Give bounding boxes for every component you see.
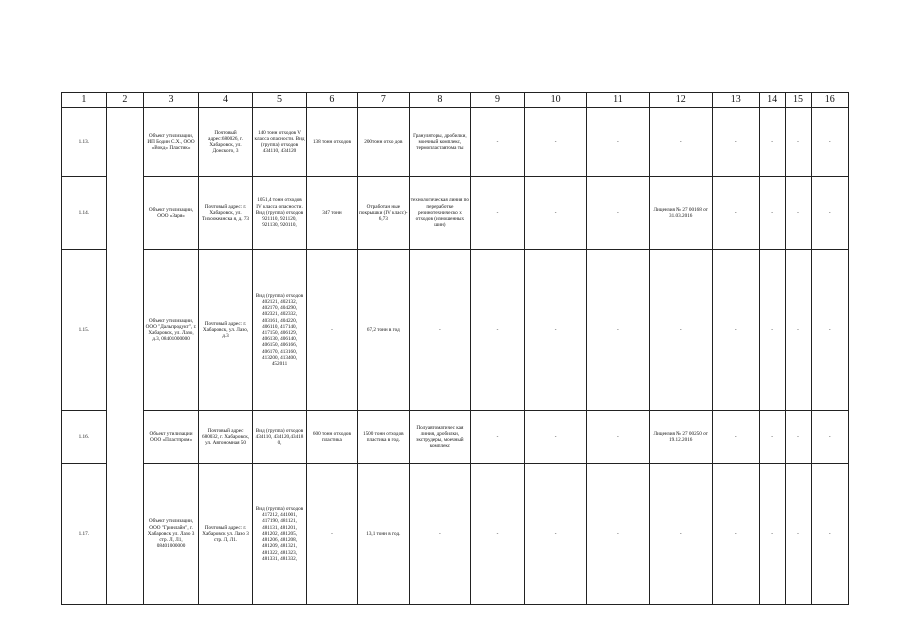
- table-cell: -: [587, 250, 649, 411]
- capacity-cell: Отработан ные покрышки (IV класс)- 6,73: [357, 177, 409, 250]
- volume-cell: -: [307, 464, 358, 605]
- volume-cell: 600 тонн отходов пластика: [307, 411, 358, 464]
- header-cell: 11: [587, 93, 649, 108]
- address-cell: Почтовый адрес:680026, г. Хабаровск, ул. Донского, 3: [199, 108, 253, 177]
- table-row: [62, 177, 849, 250]
- equipment-cell: Полуавтоматичес кая линия, дробилки, экструдеры, моечный комплекс: [409, 411, 470, 464]
- facility-name-cell: Объект утилизации ООО «Пластпром»: [144, 411, 199, 464]
- facility-name-cell: Объект утилизации, ООО «Заря»: [144, 177, 199, 250]
- table-cell: -: [471, 250, 525, 411]
- equipment-cell: -: [409, 250, 470, 411]
- capacity-cell: 1500 тонн отходов пластика в год.: [357, 411, 409, 464]
- table-cell: -: [759, 464, 785, 605]
- merged-empty-cell: [106, 108, 143, 605]
- equipment-cell: -: [409, 464, 470, 605]
- table-cell: -: [759, 411, 785, 464]
- table-cell: -: [712, 108, 759, 177]
- table-cell: -: [785, 250, 811, 411]
- header-cell: 14: [759, 93, 785, 108]
- table-cell: -: [587, 177, 649, 250]
- row-number-cell: 1.13.: [62, 108, 107, 177]
- volume-cell: 347 тонн: [307, 177, 358, 250]
- header-cell: 9: [471, 93, 525, 108]
- table-cell: -: [525, 108, 587, 177]
- table-cell: -: [587, 411, 649, 464]
- table-cell: -: [712, 250, 759, 411]
- address-cell: Почтовый адрес: г. Хабаровск, ул. Тихоокеанска я, д. 73: [199, 177, 253, 250]
- waste-types-cell: 1051,4 тонн отходов IV класса опасности. Вид (группа) отходов 921110, 921120, 921130, 920110,: [253, 177, 307, 250]
- capacity-cell: 200тонн отхо дов: [357, 108, 409, 177]
- waste-types-cell: Вид (группа) отходов 434110, 434120,43418 0,: [253, 411, 307, 464]
- table-row: [62, 250, 849, 411]
- header-cell: 15: [785, 93, 811, 108]
- header-cell: 5: [253, 93, 307, 108]
- column-number-row: [62, 93, 849, 108]
- table-cell: -: [759, 250, 785, 411]
- table-cell: -: [525, 411, 587, 464]
- volume-cell: 138 тонн отходов: [307, 108, 358, 177]
- table-cell: -: [785, 411, 811, 464]
- facility-name-cell: Объект утилизации, ИП Бодин С.Х., ООО «Вокд» Пластик»: [144, 108, 199, 177]
- table-cell: -: [525, 177, 587, 250]
- address-cell: Почтовый адрес 680032, г. Хабаровск, ул. Автономная 50: [199, 411, 253, 464]
- row-number-cell: 1.14.: [62, 177, 107, 250]
- license-cell: Лицензия № 27 00250 от 19.12.2016: [649, 411, 712, 464]
- table-cell: -: [759, 177, 785, 250]
- address-cell: Почтовый адрес: г. Хабаровск, ул. Лазо, д.3: [199, 250, 253, 411]
- table-cell: -: [759, 108, 785, 177]
- table-row: [62, 108, 849, 177]
- table-cell: -: [587, 464, 649, 605]
- table-cell: -: [785, 177, 811, 250]
- header-cell: 6: [307, 93, 358, 108]
- table-cell: -: [811, 464, 848, 605]
- license-cell: -: [649, 250, 712, 411]
- table-cell: -: [712, 464, 759, 605]
- table-cell: -: [471, 177, 525, 250]
- header-cell: 1: [62, 93, 107, 108]
- table-row: [62, 411, 849, 464]
- table-cell: -: [811, 250, 848, 411]
- equipment-cell: технологическая линия по переработке резинотехническо х отходов (изношенных шин): [409, 177, 470, 250]
- header-cell: 12: [649, 93, 712, 108]
- equipment-cell: Грануляторы, дробилки, моечный комплекс, термопластавтома ты: [409, 108, 470, 177]
- table-cell: -: [811, 411, 848, 464]
- table-cell: -: [471, 108, 525, 177]
- table-cell: -: [587, 108, 649, 177]
- row-number-cell: 1.16.: [62, 411, 107, 464]
- table-cell: -: [811, 108, 848, 177]
- header-cell: 7: [357, 93, 409, 108]
- capacity-cell: 67,2 тонн в год: [357, 250, 409, 411]
- table-cell: -: [785, 108, 811, 177]
- table-cell: -: [811, 177, 848, 250]
- table-cell: -: [712, 177, 759, 250]
- capacity-cell: 13,1 тонн в год.: [357, 464, 409, 605]
- waste-facilities-table: [61, 92, 849, 605]
- facility-name-cell: Объект утилизации, ООО "Гринлайн", г. Хабаровск ул. Лазо 3 стр. Л, Л1, 08401000000: [144, 464, 199, 605]
- header-cell: 8: [409, 93, 470, 108]
- table-cell: -: [471, 464, 525, 605]
- header-cell: 10: [525, 93, 587, 108]
- table-cell: -: [525, 464, 587, 605]
- table-cell: -: [712, 411, 759, 464]
- header-cell: 2: [106, 93, 143, 108]
- row-number-cell: 1.17.: [62, 464, 107, 605]
- header-cell: 13: [712, 93, 759, 108]
- waste-types-cell: 140 тонн отходов V класса опасности. Вид (группа) отходов 434110, 434120: [253, 108, 307, 177]
- row-number-cell: 1.15.: [62, 250, 107, 411]
- header-cell: 3: [144, 93, 199, 108]
- facility-name-cell: Объект утилизации, ООО "Дальпродукт", г. Хабаровск, ул. Лазо, д.3, 08401000000: [144, 250, 199, 411]
- license-cell: -: [649, 464, 712, 605]
- volume-cell: -: [307, 250, 358, 411]
- license-cell: Лицензия № 27 00168 от 31.03.2016: [649, 177, 712, 250]
- waste-types-cell: Вид (группа) отходов 417212, 441001, 417190, 481121, 481131, 481201, 481202, 481205, 481206, 481208, 481209, 481321, 481322, 481323, 481331, 481332,: [253, 464, 307, 605]
- header-cell: 4: [199, 93, 253, 108]
- table-cell: -: [525, 250, 587, 411]
- table-cell: -: [471, 411, 525, 464]
- waste-types-cell: Вид (группа) отходов 402121, 402132, 402170, 404290, 402321, 402332, 403161, 404220, 406110, 417140, 417150, 406129, 406130, 406140, 406150, 406166, 406170, 413160, 413200, 413400, 452011: [253, 250, 307, 411]
- address-cell: Почтовый адрес: г. Хабаровск ул. Лазо 3 стр. Л, Л1.: [199, 464, 253, 605]
- table-row: [62, 464, 849, 605]
- table-cell: -: [785, 464, 811, 605]
- license-cell: -: [649, 108, 712, 177]
- header-cell: 16: [811, 93, 848, 108]
